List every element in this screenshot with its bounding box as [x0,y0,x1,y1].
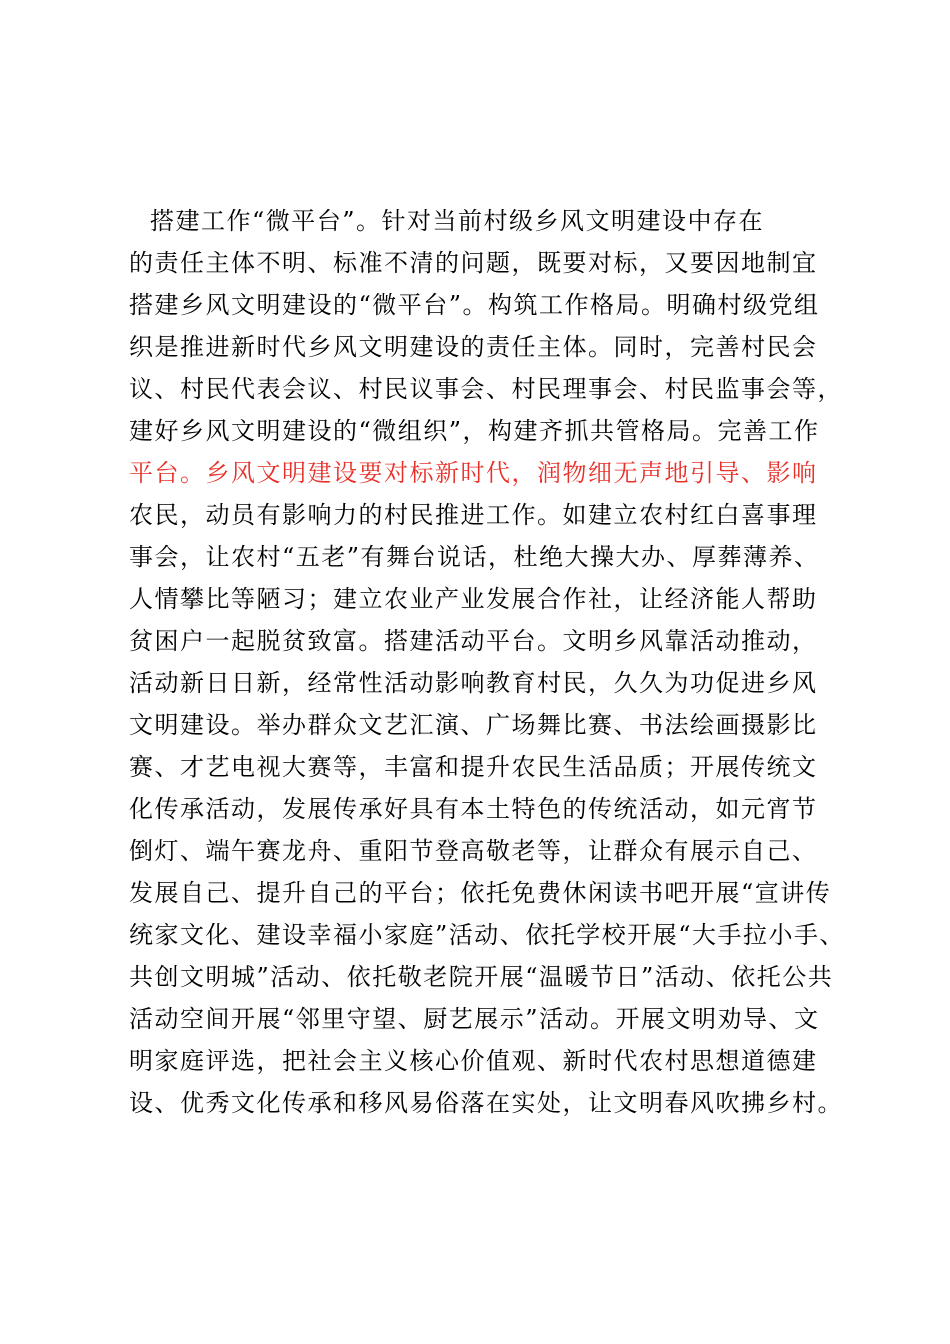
paragraph-line-14: 赛、才艺电视大赛等，丰富和提升农民生活品质；开展传统文 [129,753,818,781]
paragraph-line-20: 活动空间开展“邻里守望、厨艺展示”活动。开展文明劝导、文 [129,1005,820,1033]
paragraph-line-2: 的责任主体不明、标准不清的问题，既要对标，又要因地制宜 [129,249,818,277]
paragraph-line-3: 搭建乡风文明建设的“微平台”。构筑工作格局。明确村级党组 [129,291,820,319]
paragraph-line-11: 贫困户一起脱贫致富。搭建活动平台。文明乡风靠活动推动， [129,627,818,655]
paragraph-line-5: 议、村民代表会议、村民议事会、村民理事会、村民监事会等， [129,375,843,403]
paragraph-line-8: 农民，动员有影响力的村民推进工作。如建立农村红白喜事理 [129,501,818,529]
paragraph-line-7-highlighted: 平台。乡风文明建设要对标新时代，润物细无声地引导、影响 [129,459,818,487]
paragraph-line-4: 织是推进新时代乡风文明建设的责任主体。同时，完善村民会 [129,333,818,361]
paragraph-line-21: 明家庭评选，把社会主义核心价值观、新时代农村思想道德建 [129,1047,818,1075]
paragraph-line-17: 发展自己、提升自己的平台；依托免费休闲读书吧开展“宣讲传 [129,879,832,907]
paragraph-line-1: 搭建工作“微平台”。针对当前村级乡风文明建设中存在 [150,207,765,235]
paragraph-line-13: 文明建设。举办群众文艺汇演、广场舞比赛、书法绘画摄影比 [129,711,818,739]
paragraph-line-10: 人情攀比等陋习；建立农业产业发展合作社，让经济能人帮助 [129,585,818,613]
paragraph-line-19: 共创文明城”活动、依托敬老院开展“温暖节日”活动、依托公共 [129,963,834,991]
paragraph-line-16: 倒灯、端午赛龙舟、重阳节登高敬老等，让群众有展示自己、 [129,837,818,865]
paragraph-line-12: 活动新日日新，经常性活动影响教育村民，久久为功促进乡风 [129,669,818,697]
paragraph-line-6: 建好乡风文明建设的“微组织”，构建齐抓共管格局。完善工作 [129,417,820,445]
paragraph-line-22: 设、优秀文化传承和移风易俗落在实处，让文明春风吹拂乡村。 [129,1089,843,1117]
paragraph-line-9: 事会，让农村“五老”有舞台说话，杜绝大操大办、厚葬薄养、 [129,543,820,571]
paragraph-line-15: 化传承活动，发展传承好具有本土特色的传统活动，如元宵节 [129,795,818,823]
paragraph-line-18: 统家文化、建设幸福小家庭”活动、依托学校开展“大手拉小手、 [129,921,846,949]
